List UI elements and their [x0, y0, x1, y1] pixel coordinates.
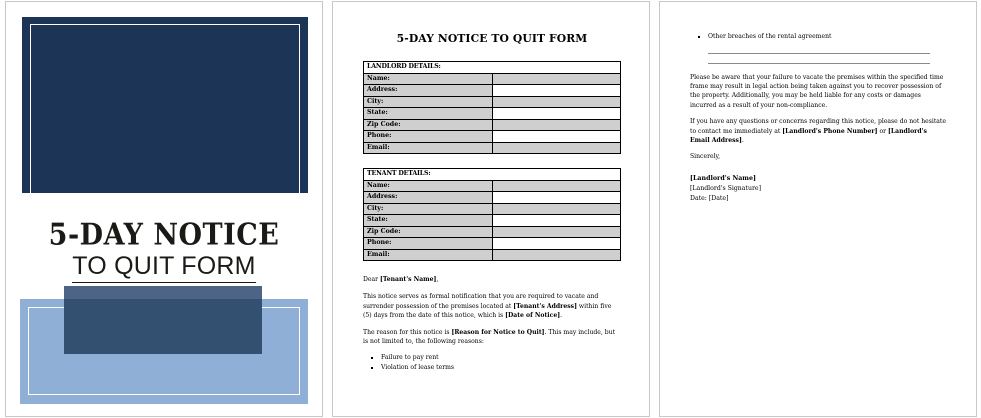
- contact-text-end: .: [741, 137, 744, 145]
- landlord-email-placeholder: [Landlord's Email Address]: [690, 127, 927, 145]
- contact-paragraph: [690, 117, 948, 145]
- page-closing: [659, 1, 977, 417]
- table-row: [364, 131, 621, 143]
- cover-title-line-1: 5-DAY NOTICE: [48, 217, 280, 253]
- field-label: Zip Code:: [364, 119, 493, 131]
- field-label: Email:: [364, 142, 493, 154]
- field-label: Zip Code:: [364, 226, 493, 238]
- tenant-address-placeholder: [Tenant's Address]: [513, 302, 577, 310]
- reason-text-part-2: . This may include, but is not limited to, the following reasons:: [363, 328, 616, 346]
- field-label: City:: [364, 203, 493, 215]
- salutation-suffix: ,: [436, 276, 439, 283]
- table-row: [364, 108, 621, 120]
- landlord-details-table: [363, 61, 621, 154]
- field-label: State:: [364, 215, 493, 227]
- landlord-signature-placeholder[interactable]: [Landlord's Signature]: [690, 184, 761, 192]
- field-label: Phone:: [364, 238, 493, 250]
- notice-text-part-2: within five (5) days from the date of this notice, which is: [363, 302, 612, 320]
- sincerely-text: Sincerely,: [690, 153, 721, 161]
- field-label: Address:: [364, 85, 493, 97]
- table-row: [364, 249, 621, 261]
- contact-text-part-1: If you have any questions or concerns regarding this notice, please do not hesitate to contact me immediately at: [690, 118, 946, 135]
- cover-overlap-rectangle: [64, 299, 262, 354]
- field-value-cell[interactable]: [492, 203, 621, 215]
- table-row: [364, 96, 621, 108]
- reasons-list: [363, 353, 621, 372]
- field-label: Email:: [364, 249, 493, 261]
- field-value-cell[interactable]: [492, 119, 621, 131]
- reason-placeholder: [Reason for Notice to Quit]: [451, 328, 545, 336]
- field-value-cell[interactable]: [492, 249, 621, 261]
- field-value-cell[interactable]: [492, 215, 621, 227]
- table-row: [364, 180, 621, 192]
- table-row: [364, 142, 621, 154]
- signature-block: [690, 174, 948, 204]
- field-value-cell[interactable]: [492, 108, 621, 120]
- tenant-section-title: TENANT DETAILS:: [364, 169, 621, 181]
- blank-write-in-line[interactable]: [708, 63, 930, 64]
- field-value-cell[interactable]: [492, 180, 621, 192]
- notice-paragraph: [363, 292, 621, 320]
- tenant-name-placeholder: [Tenant's Name]: [379, 276, 437, 283]
- reason-text-part-1: The reason for this notice is: [363, 328, 452, 336]
- cover-navy-banner: [22, 17, 308, 193]
- field-label: Phone:: [364, 131, 493, 143]
- landlord-phone-placeholder: [Landlord's Phone Number]: [782, 127, 878, 135]
- field-label: Address:: [364, 192, 493, 204]
- field-value-cell[interactable]: [492, 238, 621, 250]
- cover-title-group: [6, 217, 322, 283]
- table-section-header-row: [364, 169, 621, 181]
- table-section-header-row: [364, 62, 621, 74]
- notice-text-part-1: This notice serves as formal notification that you are required to vacate and surrender possession of the premises located at: [363, 293, 599, 310]
- field-label: City:: [364, 96, 493, 108]
- table-row: [364, 85, 621, 97]
- signature-date-row: [690, 194, 948, 204]
- list-item: ▪ Failure to pay rent: [381, 353, 621, 363]
- field-value-cell[interactable]: [492, 226, 621, 238]
- date-placeholder[interactable]: [Date]: [708, 194, 729, 202]
- field-value-cell[interactable]: [492, 96, 621, 108]
- closing-content: [690, 32, 948, 204]
- page-title: 5-DAY NOTICE TO QUIT FORM: [396, 32, 588, 45]
- table-row: [364, 238, 621, 250]
- date-of-notice-placeholder: [Date of Notice]: [505, 312, 561, 320]
- cover-title-line-2: TO QUIT FORM: [72, 253, 255, 283]
- blank-write-in-line[interactable]: [708, 53, 930, 54]
- form-content: [363, 32, 621, 373]
- table-row: [364, 226, 621, 238]
- notice-text-part-3: .: [560, 312, 563, 320]
- list-item: ▪ Other breaches of the rental agreement: [708, 32, 948, 42]
- page-form: [332, 1, 650, 417]
- reason-paragraph: [363, 328, 621, 347]
- list-item: ▪ Violation of lease terms: [381, 363, 621, 373]
- reasons-list-continued: [690, 32, 948, 42]
- field-value-cell[interactable]: [492, 142, 621, 154]
- table-row: [364, 215, 621, 227]
- contact-text-mid: or: [877, 127, 888, 135]
- field-value-cell[interactable]: [492, 192, 621, 204]
- date-label: Date:: [690, 194, 709, 202]
- table-row: [364, 203, 621, 215]
- tenant-details-table: [363, 168, 621, 261]
- table-row: [364, 73, 621, 85]
- table-row: [364, 192, 621, 204]
- landlord-name-placeholder: [Landlord's Name]: [690, 174, 756, 182]
- field-label: State:: [364, 108, 493, 120]
- table-row: [364, 119, 621, 131]
- landlord-section-title: LANDLORD DETAILS:: [364, 62, 621, 74]
- warning-paragraph: Please be aware that your failure to vacate the premises within the specified time frame may result in legal action being taken against you to recover possession of the property. Additionally, you may be held liable for any costs or damages incurred as a result of your non-compliance.: [690, 73, 944, 109]
- salutation-prefix: Dear: [363, 276, 380, 283]
- field-label: Name:: [364, 73, 493, 85]
- page-cover: [5, 1, 323, 417]
- field-value-cell[interactable]: [492, 73, 621, 85]
- field-value-cell[interactable]: [492, 85, 621, 97]
- field-value-cell[interactable]: [492, 131, 621, 143]
- salutation: [363, 275, 621, 284]
- field-label: Name:: [364, 180, 493, 192]
